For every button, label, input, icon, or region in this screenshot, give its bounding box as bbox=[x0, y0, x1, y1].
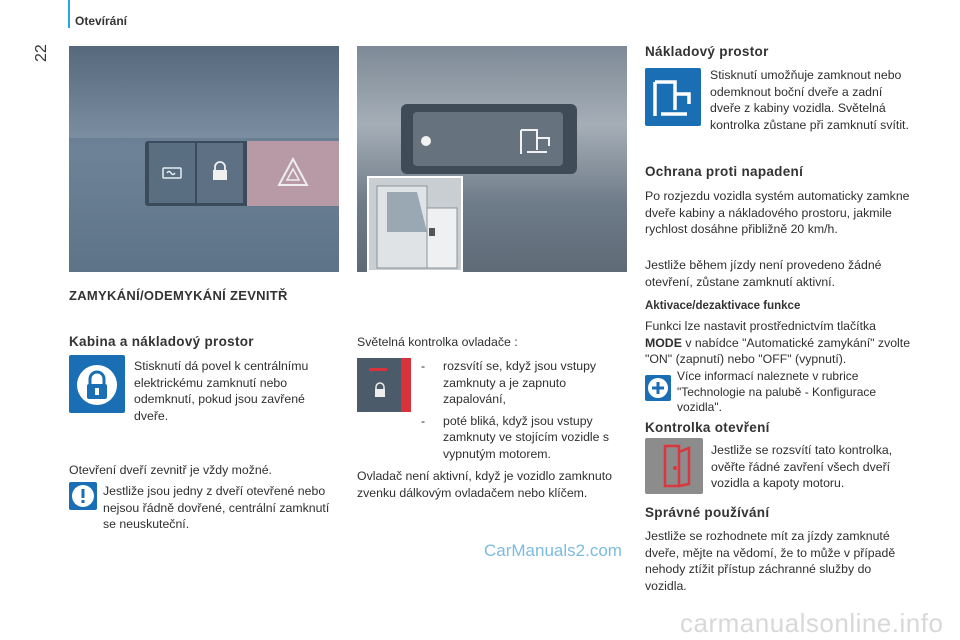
anti-attack-heading: Ochrana proti napadení bbox=[645, 164, 804, 179]
info-text: Více informací naleznete v rubrice "Technologie na palubě - Konfigurace vozidla". bbox=[677, 369, 877, 414]
activation-heading: Aktivace/dezaktivace funkce bbox=[645, 300, 801, 312]
info-plus-icon bbox=[645, 375, 671, 401]
cabin-cargo-text: Stisknutí dá povel k centrálnímu elektrickému zamknutí nebo odemknutí, pokud jsou zavřené dveře. bbox=[134, 359, 309, 423]
cargo-door-symbol-icon bbox=[517, 124, 557, 158]
hazard-button bbox=[247, 141, 339, 206]
header-accent-bar bbox=[68, 0, 70, 28]
indicator-bullets bbox=[421, 358, 626, 462]
cabin-cargo-heading: Kabina a nákladový prostor bbox=[69, 334, 254, 349]
switch-panel-photo bbox=[69, 46, 339, 272]
proper-use-heading: Správné používání bbox=[645, 505, 770, 520]
mode-keyword: MODE bbox=[645, 335, 682, 350]
door-inset-photo bbox=[367, 176, 463, 272]
main-title: ZAMYKÁNÍ/ODEMYKÁNÍ ZEVNITŘ bbox=[69, 288, 288, 303]
lock-icon bbox=[69, 355, 125, 413]
watermark-center: CarManuals2.com bbox=[484, 541, 622, 560]
list-item: - rozsvítí se, když jsou vstupy zamknuty a je zapnuto zapalování, bbox=[421, 359, 597, 406]
warning-text: Jestliže jsou jedny z dveří otevřené nebo nejsou řádně dovřené, centrální zamknutí se neuskuteční. bbox=[103, 484, 330, 531]
central-lock-button bbox=[197, 143, 243, 203]
watermark-bottom: carmanualsonline.info bbox=[680, 608, 944, 638]
rear-defrost-button bbox=[149, 143, 195, 203]
open-always-text: Otevření dveří zevnitř je vždy možné. bbox=[69, 463, 272, 477]
door-open-warning-icon bbox=[645, 438, 703, 494]
lock-switch-thumbnail bbox=[357, 358, 411, 412]
proper-use-text: Jestliže se rozhodnete mít za jízdy zamknuté dveře, mějte na vědomí, že to může v případě nehody ztížit přístup záchranné služby do vozidla. bbox=[645, 529, 896, 593]
list-item: - poté bliká, když jsou vstupy zamknuty ve stojícím vozidle s vypnutým motorem. bbox=[421, 413, 610, 461]
activation-text: Funkci lze nastavit prostřednictvím tlačítka MODE v nabídce "Automatické zamykání" zvolte "ON" (zapnutí) nebo "OFF" (vypnutí). bbox=[645, 319, 911, 366]
door-open-indicator-heading: Kontrolka otevření bbox=[645, 420, 770, 435]
warning-icon bbox=[69, 482, 97, 510]
cargo-text: Stisknutí umožňuje zamknout nebo odemknout boční dveře a zadní dveře z kabiny vozidla. Světelná kontrolka zůstane při zamknutí svítit. bbox=[710, 68, 909, 132]
door-open-indicator-text: Jestliže se rozsvítí tato kontrolka, ověřte řádné zavření všech dveří vozidla a kapoty motoru. bbox=[711, 443, 893, 490]
inactive-text: Ovladač není aktivní, když je vozidlo zamknuto zvenku dálkovým ovladačem nebo klíčem. bbox=[357, 469, 612, 500]
cargo-switch-photo bbox=[357, 46, 627, 272]
anti-attack-text-1: Po rozjezdu vozidla systém automaticky zamkne dveře kabiny a nákladového prostoru, jakmile rychlost dosáhne přibližně 20 km/h. bbox=[645, 189, 910, 236]
anti-attack-text-2: Jestliže během jízdy není provedeno žádné otevření, zůstane zamknutí aktivní. bbox=[645, 258, 882, 289]
cargo-heading: Nákladový prostor bbox=[645, 44, 769, 59]
page-number: 22 bbox=[33, 44, 50, 62]
indicator-label: Světelná kontrolka ovladače : bbox=[357, 335, 518, 349]
section-title: Otevírání bbox=[75, 14, 128, 28]
